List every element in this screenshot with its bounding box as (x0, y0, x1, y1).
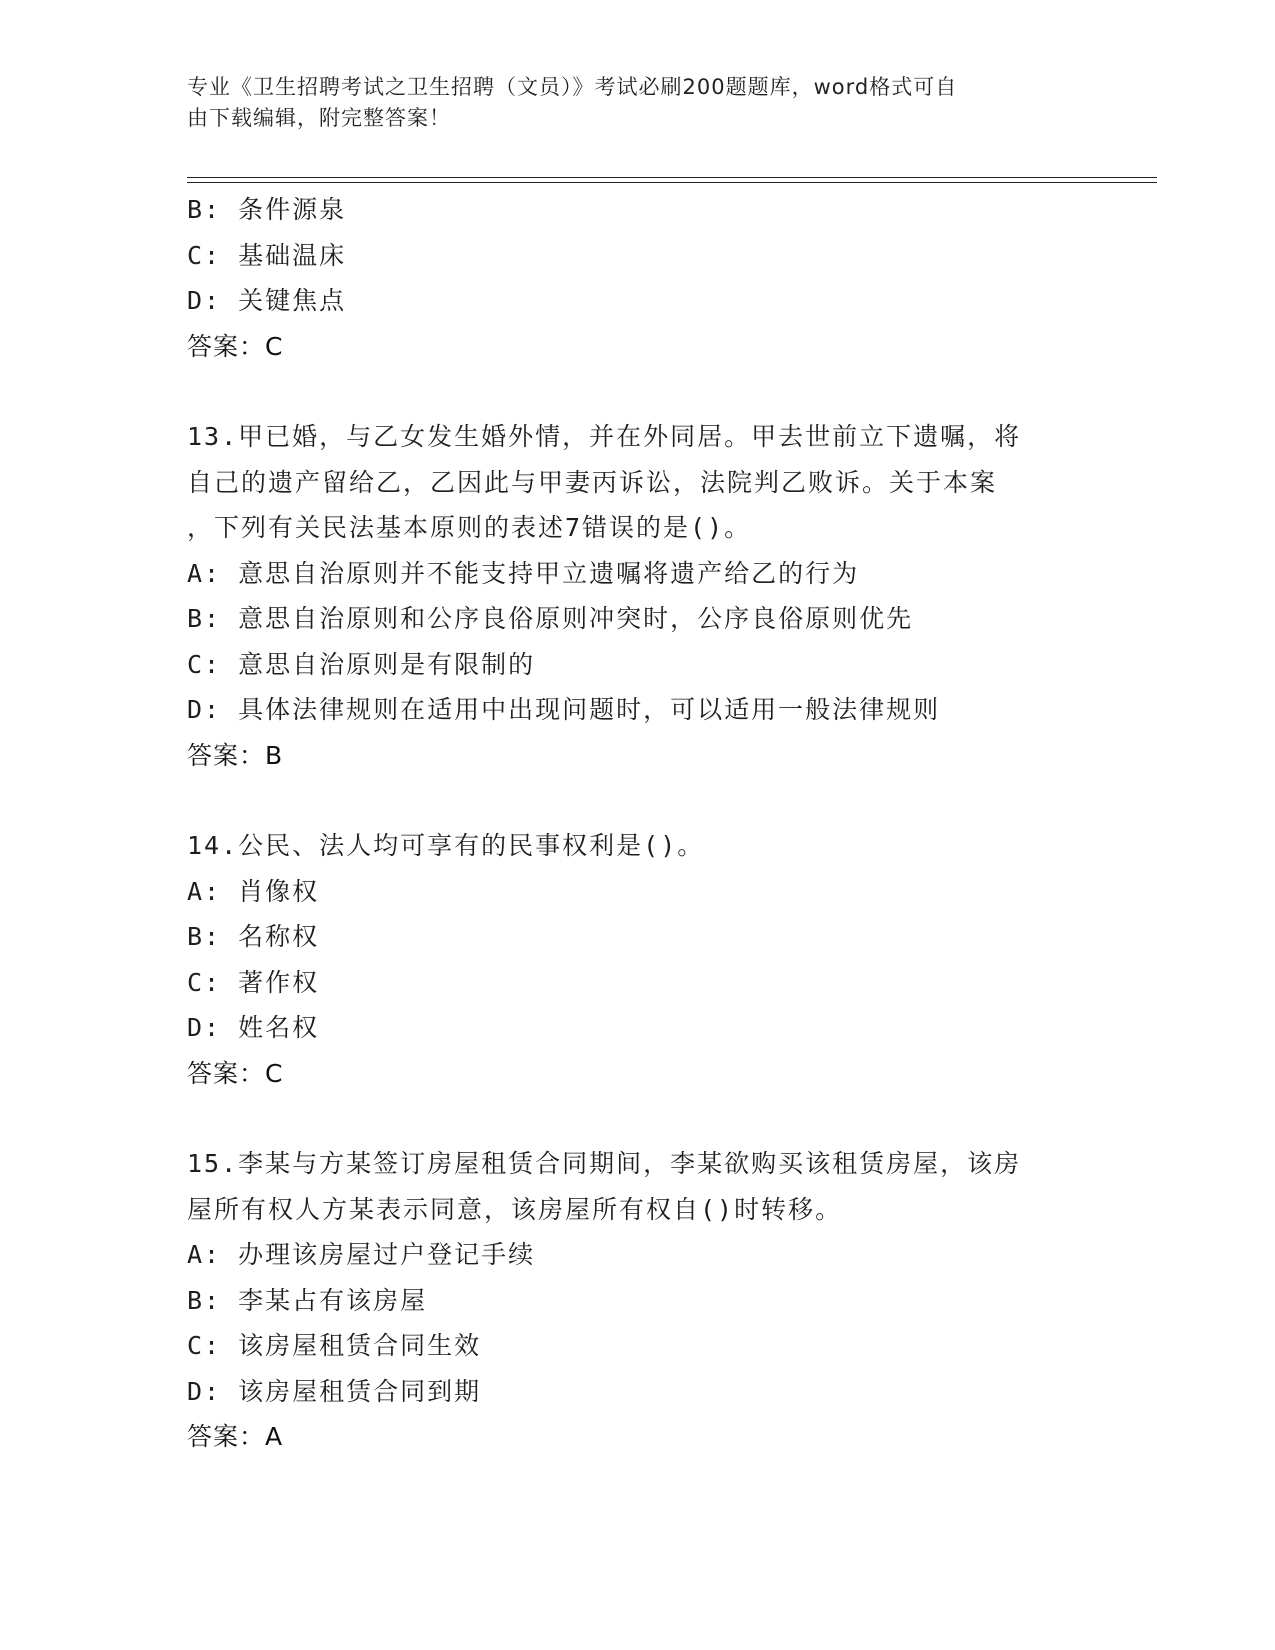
spacer (187, 1096, 1087, 1141)
question-stem-line: ，下列有关民法基本原则的表述7错误的是()。 (187, 513, 752, 542)
header-line-1: 专业《卫生招聘考试之卫生招聘（文员）》考试必刷200题题库，word格式可自 (187, 75, 958, 99)
question-stem-line: 13.甲已婚，与乙女发生婚外情，并在外同居。甲去世前立下遗嘱，将 (187, 422, 1022, 451)
option-b: B: 名称权 (187, 922, 320, 951)
answer-line: 答案：B (187, 740, 284, 770)
option-a: A: 肖像权 (187, 876, 320, 906)
option-d: D: 关键焦点 (187, 286, 347, 315)
question-stem-line: 屋所有权人方某表示同意，该房屋所有权自()时转移。 (187, 1194, 843, 1224)
option-c: C: 基础温床 (187, 240, 347, 270)
option-c: C: 著作权 (187, 967, 320, 997)
option-d: D: 姓名权 (187, 1013, 320, 1042)
option-b: B: 意思自治原则和公序良俗原则冲突时，公序良俗原则优先 (187, 604, 914, 633)
answer-line: 答案：A (187, 1422, 284, 1451)
spacer (187, 778, 1087, 823)
question-15 (187, 1141, 1087, 1460)
question-stem-line: 15.李某与方某签订房屋租赁合同期间，李某欲购买该租赁房屋，该房 (187, 1149, 1022, 1178)
option-d: D: 该房屋租赁合同到期 (187, 1376, 482, 1406)
document-body (187, 187, 1087, 1460)
question-stem-line: 自己的遗产留给乙，乙因此与甲妻丙诉讼，法院判乙败诉。关于本案 (187, 467, 998, 497)
option-b: B: 条件源泉 (187, 195, 347, 224)
header-rule-bottom (187, 182, 1157, 183)
header-line-2: 由下载编辑，附完整答案！ (187, 106, 451, 130)
document-header (187, 72, 1067, 134)
header-rule-top (187, 177, 1157, 178)
option-b: B: 李某占有该房屋 (187, 1285, 428, 1315)
answer-line: 答案：C (187, 1058, 284, 1088)
question-12-continued (187, 187, 1087, 369)
question-13 (187, 414, 1087, 778)
answer-line: 答案：C (187, 331, 284, 361)
question-14 (187, 823, 1087, 1096)
question-stem-line: 14.公民、法人均可享有的民事权利是()。 (187, 831, 705, 860)
option-a: A: 意思自治原则并不能支持甲立遗嘱将遗产给乙的行为 (187, 558, 860, 588)
option-c: C: 该房屋租赁合同生效 (187, 1331, 482, 1360)
option-d: D: 具体法律规则在适用中出现问题时，可以适用一般法律规则 (187, 695, 941, 724)
option-a: A: 办理该房屋过户登记手续 (187, 1240, 536, 1269)
spacer (187, 369, 1087, 414)
option-c: C: 意思自治原则是有限制的 (187, 649, 536, 679)
